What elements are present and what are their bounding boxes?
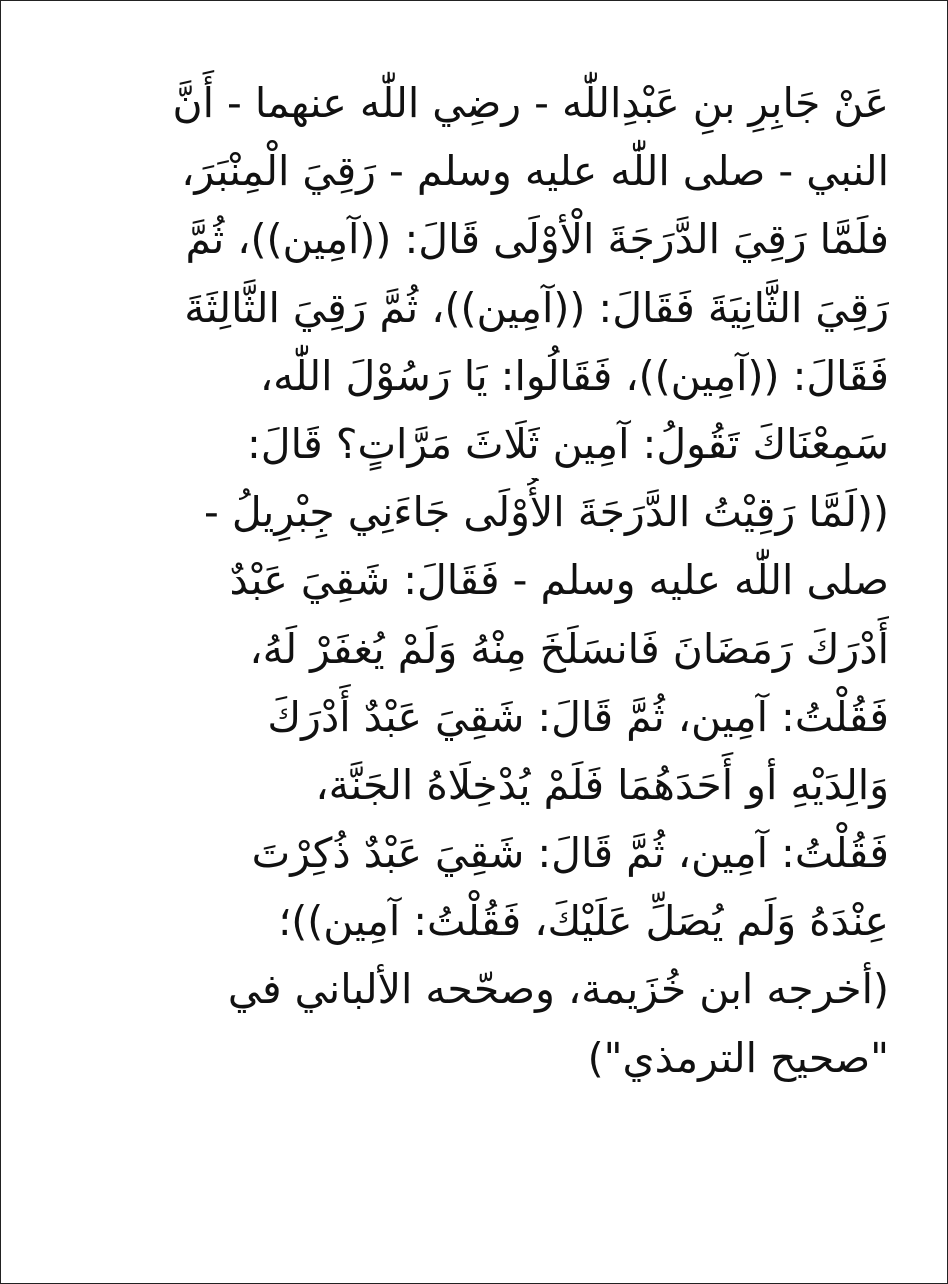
hadith-line-6: سَمِعْنَاكَ تَقُولُ: آمِين ثَلَاثَ مَرَّاتٍ؟ قَالَ: [246,419,889,468]
hadith-line-1: عَنْ جَابِرِ بنِ عَبْدِاللّٰه - رضِي اللّٰه عنهما - أَنَّ [172,79,889,127]
hadith-line-10: فَقُلْتُ: آمِين، ثُمَّ قَالَ: شَقِيَ عَبْدٌ أَدْرَكَ [267,692,889,741]
hadith-line-5: فَقَالَ: ((آمِين))، فَقَالُوا: يَا رَسُوْلَ اللّٰه، [259,351,889,400]
hadith-text [71,69,889,1092]
hadith-line-8: صلى اللّٰه عليه وسلم - فَقَالَ: شَقِيَ عَبْدٌ [229,556,889,605]
hadith-line-7: ((لَمَّا رَقِيْتُ الدَّرَجَةَ الأُوْلَى جَاءَنِي جِبْرِيلُ - [204,488,889,537]
hadith-line-11: وَالِدَيْهِ أو أَحَدَهُمَا فَلَمْ يُدْخِلَاهُ الجَنَّة، [315,760,889,809]
hadith-line-3: فلَمَّا رَقِيَ الدَّرَجَةَ الْأوْلَى قَالَ: ((آمِين))، ثُمَّ [185,215,889,264]
hadith-line-9: أَدْرَكَ رَمَضَانَ فَانسَلَخَ مِنْهُ وَلَمْ يُغفَرْ لَهُ، [249,624,889,673]
citation-line-1: (أخرجه ابن خُزَيمة، وصحّحه الألباني في [227,965,889,1014]
hadith-line-4: رَقِيَ الثَّانِيَةَ فَقَالَ: ((آمِين))، ثُمَّ رَقِيَ الثَّالِثَةَ [184,283,889,332]
hadith-line-2: النبي - صلى اللّٰه عليه وسلم - رَقِيَ الْمِنْبَرَ، [181,147,889,196]
citation-line-2: "صحيح الترمذي") [587,1033,889,1082]
hadith-line-13: عِنْدَهُ وَلَم يُصَلِّ عَلَيْكَ، فَقُلْتُ: آمِين))؛ [278,897,889,946]
hadith-line-12: فَقُلْتُ: آمِين، ثُمَّ قَالَ: شَقِيَ عَبْدٌ ذُكِرْتَ [251,829,889,878]
